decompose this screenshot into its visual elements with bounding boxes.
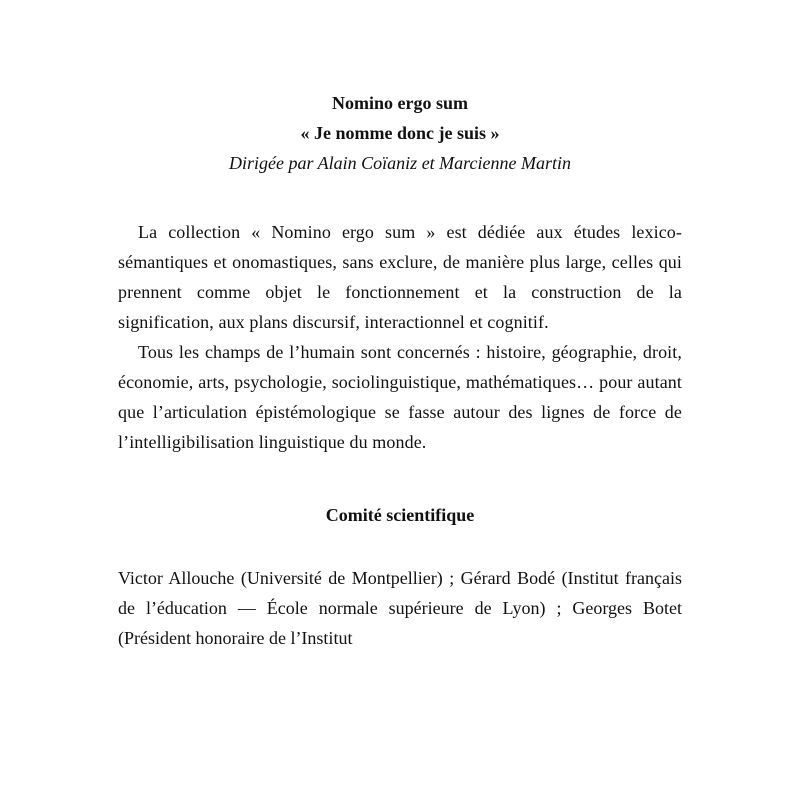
document-page [118,88,682,653]
paragraph-collection-description: La collection « Nomino ergo sum » est dédiée aux études lexico-sémantiques et onomastiques, sans exclure, de manière plus large, celles qui prennent comme objet le fonctionnement et la construction de la signification, aux plans discursif, interactionnel et cognitif. [118,222,682,332]
paragraph-fields-concerned: Tous les champs de l’humain sont concernés : histoire, géographie, droit, économie, arts, psychologie, sociolinguistique, mathématiques… pour autant que l’articulation épistémologique se fasse autour des lignes de force de l’intelligibilisation linguistique du monde. [118,342,682,452]
committee-members: Victor Allouche (Université de Montpellier) ; Gérard Bodé (Institut français de l’éducation — École normale supérieure de Lyon) ; Georges Botet (Président honoraire de l’Institut [118,568,682,648]
collection-directors: Dirigée par Alain Coïaniz et Marcienne Martin [229,153,571,173]
collection-subtitle: « Je nomme donc je suis » [300,123,500,143]
committee-heading: Comité scientifique [325,505,475,525]
collection-header [118,88,682,178]
collection-title: Nomino ergo sum [332,93,468,113]
